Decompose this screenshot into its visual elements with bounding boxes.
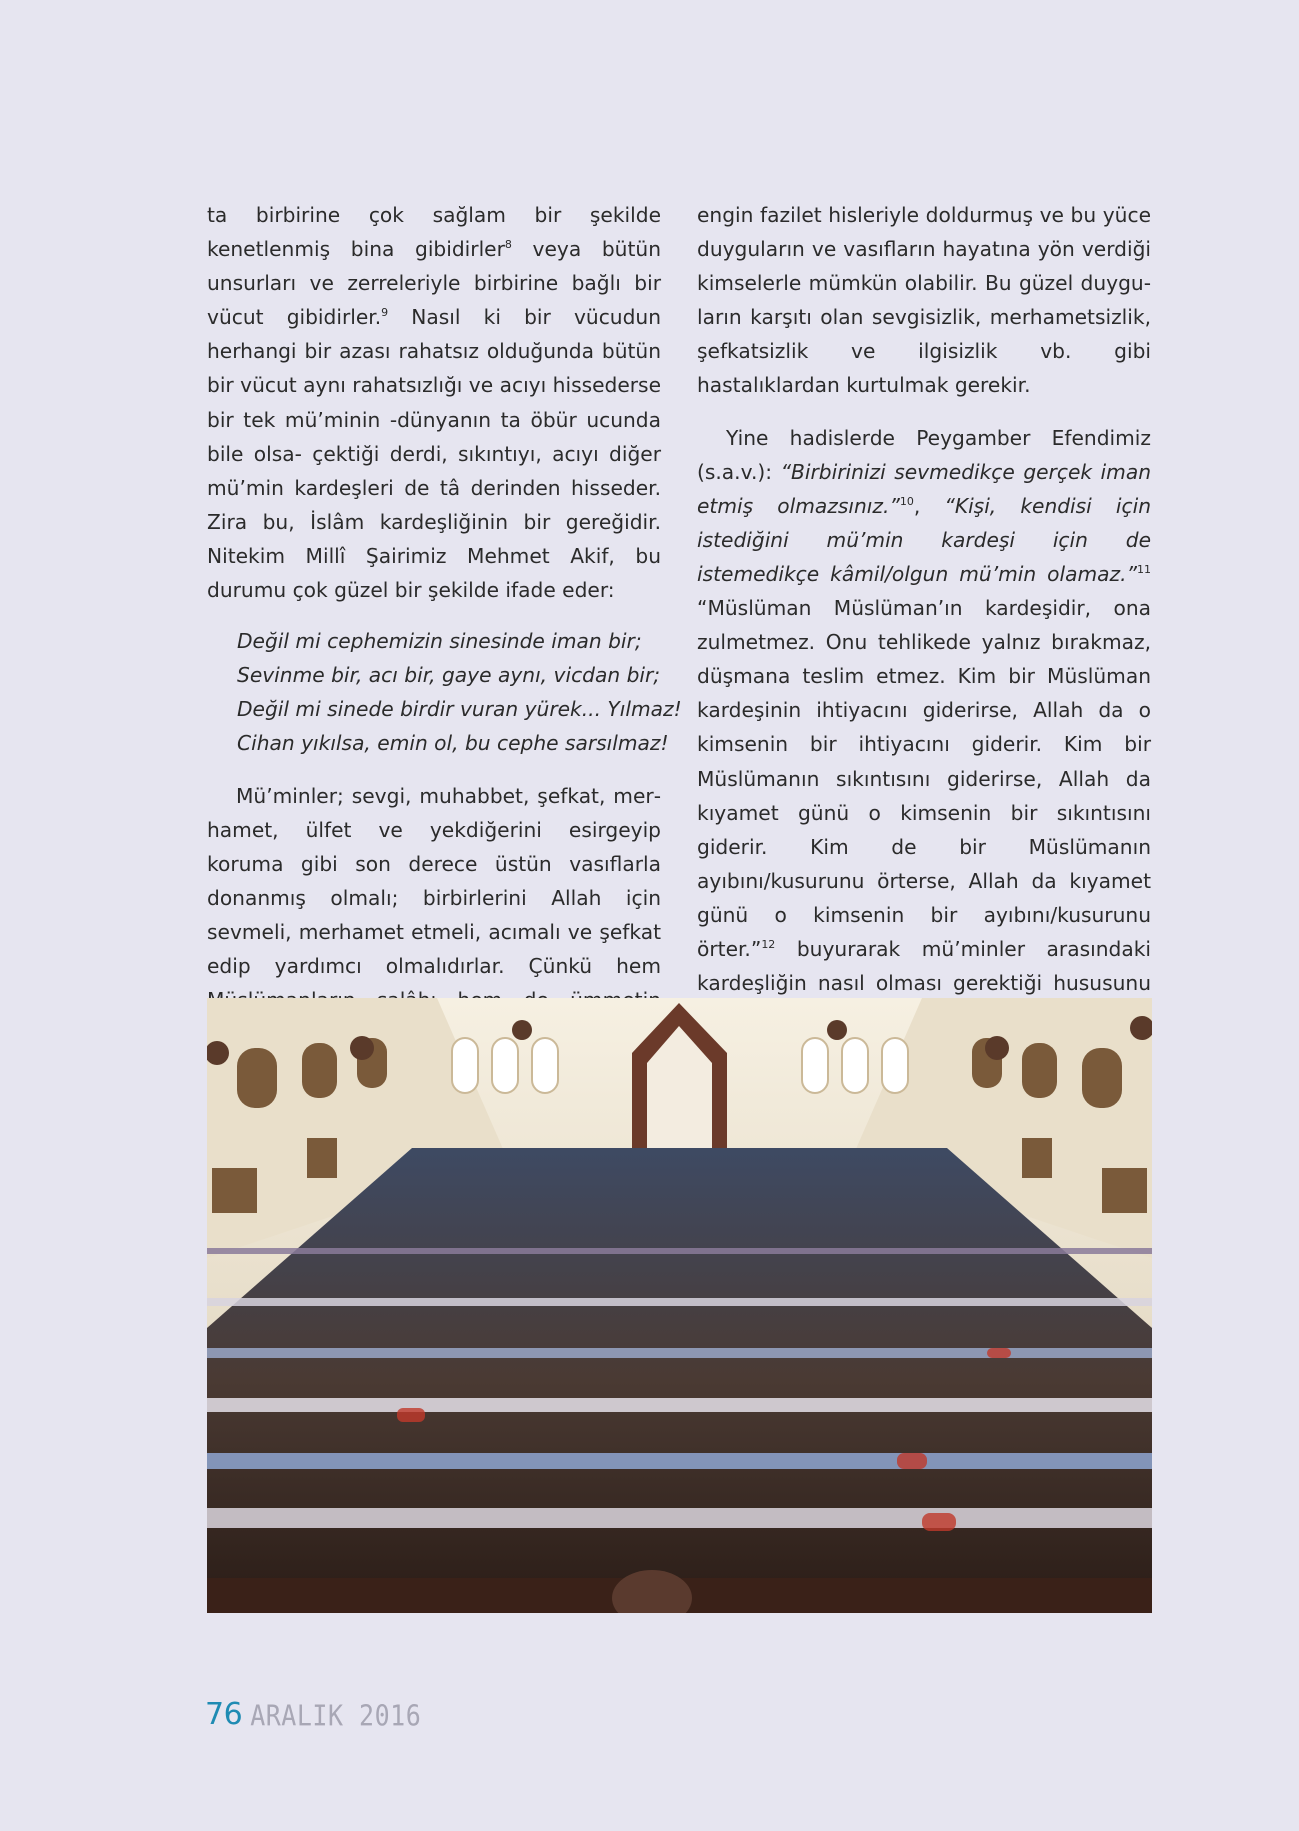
page-footer: [205, 1697, 421, 1732]
poem-quote: [237, 624, 682, 760]
footnote-ref: 12: [761, 937, 776, 951]
hadith-quote: “Kişi, kendisi için istediğini mü’min kardeşi için de istemedikçe kâmil/olgun mü’min olamaz.”: [697, 493, 1152, 586]
text: Yine hadislerde Peygamber Efendimiz (s.a.v.):: [697, 425, 1151, 484]
footnote-ref: 8: [504, 238, 512, 252]
text: Nasıl ki bir vücudun herhangi bir azası rahatsız olduğunda bütün bir vücut aynı rahatsızlığı ve acıyı hissederse bir tek mü’minin -dünyanın ta öbür ucunda bile olsa- çektiği derdi, sıkıntıyı, acıyı diğer mü’min kardeşleri de tâ derinden hisseder. Zira bu, İslâm kardeşliğinin bir gereğidir. Nitekim Millî Şairimiz Mehmet Akif, bu durumu çok güzel bir şekilde ifade eder:: [207, 305, 661, 603]
text: ta birbirine çok sağlam bir şekilde kenetlenmiş bina gibidirler: [207, 203, 661, 262]
footnote-ref: 9: [381, 306, 389, 320]
poem-line: Sevinme bir, acı bir, gaye aynı, vicdan bir;: [237, 663, 661, 688]
footnote-ref: 10: [899, 494, 914, 508]
poem-line: Değil mi cephemizin sinesinde iman bir;: [237, 629, 642, 654]
paragraph: [207, 198, 661, 607]
issue-date: ARALIK 2016: [250, 1698, 422, 1733]
text: “Müslüman Müslüman’ın kardeşidir, ona zulmetmez. Onu tehlikede yalnız bırakmaz, düşmana teslim etmez. Kim bir Müslüman kardeşinin ihtiyacını giderirse, Allah da o kimsenin bir ihtiyacını giderir. Kim bir Müslümanın sıkıntısını giderirse, Allah da kıyamet günü o kimsenin bir sıkıntısını giderir. Kim de bir Müslümanın ayıbını/kusurunu örterse, Allah da kıyamet günü o kimsenin bir ayıbını/kusurunu örter.”: [697, 596, 1151, 961]
paragraph: Mü’minler; sevgi, muhabbet, şefkat, merhamet, ülfet ve yekdiğerini esirgeyip koruma gibi son derece üstün vasıflarla donanmış olmalı; birbirlerini Allah için sevmeli, merhamet etmeli, acımalı ve şefkat edip yardımcı olmalıdırlar. Çünkü hem: [207, 783, 661, 978]
page-number: 76: [205, 1697, 243, 1732]
poem-line: Cihan yıkılsa, emin ol, bu cephe sarsılmaz!: [237, 731, 669, 756]
text: buyurarak mü’minler arasındaki kardeşliğin nasıl olması gerektiği hususunu: [697, 936, 1151, 996]
footnote-ref: 11: [1137, 562, 1151, 576]
text: ,: [913, 493, 945, 518]
text: veya bütün unsurları ve zerreleriyle birbirine bağlı bir vücut gibidirler.: [207, 237, 661, 330]
poem-line: Değil mi sinede birdir vuran yürek... Yılmaz!: [237, 697, 682, 722]
right-column: [697, 198, 1151, 1034]
paragraph: engin fazilet hisleriyle doldurmuş ve bu yüce duyguların ve vasıfların hayatına yön verdiği kimselerle mümkün olabilir. Bu güzel duyguların karşıtı olan sevgisizlik, merhametsizlik, şefkatsizlik ve ilgisizlik vb. gibi hastalıklardan kurtulmak gerekir.: [697, 203, 1151, 398]
paragraph: [697, 421, 1151, 1035]
left-column: [207, 198, 682, 1051]
hadith-quote: “Birbirinizi sevmedikçe gerçek iman etmiş olmazsınız.”: [697, 459, 1151, 518]
mosque-prayer-photo: [207, 998, 1152, 1613]
